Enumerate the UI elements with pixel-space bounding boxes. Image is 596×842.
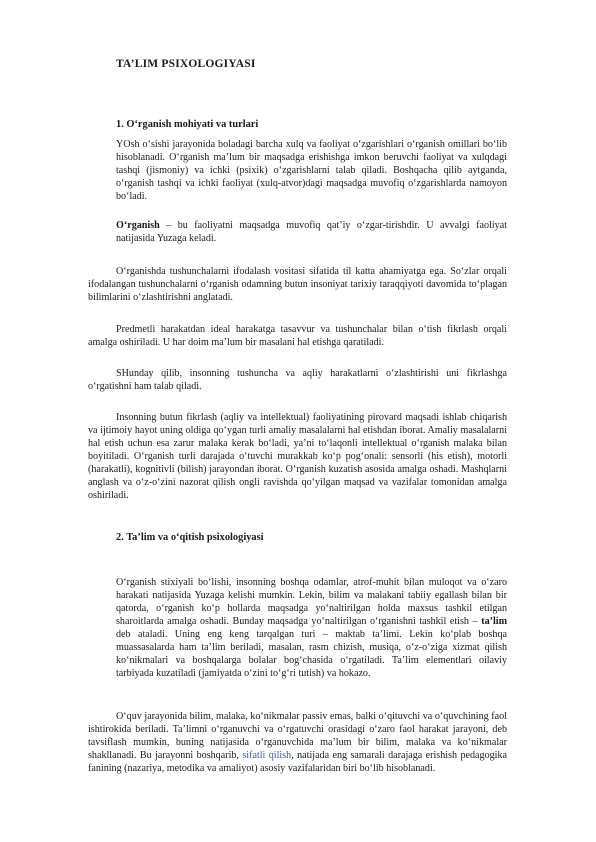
s1-paragraph-2 (116, 219, 507, 245)
s2-paragraph-2-text-b: , natijada eng samarali darajaga erishish pedagogika fanining (nazariya, metodika va amaliyot) asosiy vazifalaridan biri bo‘lib hisoblanadi. (88, 750, 507, 774)
s1-paragraph-6: Insonning butun fikrlash (aqliy va intellektual) faoliyatining pirovard maqsadi ishlab chiqarish va ijtimoiy hayot uning oldiga qo‘ygan turli amaliy masalalarni hal etishdan iborat. Amaliy masalalarni hal etish uchun esa zarur malaka kerak bo‘ladi, ya’ni to‘laqonli intellektual o‘rganish malaka bilan boyitiladi. O‘rganish turli darajada o‘tuvchi murakkab ko‘p pog‘onali: sensorli (his etish), motorli (harakatli), kognitivli (bilish) jarayondan iborat. O‘rganish kuzatish asosida amalga oshadi. Mashqlarni anglash va o‘z-o‘zini nazorat qilish ongli ravishda qo‘yilgan maqsad va vazifalar tomonidan amalga oshiriladi. (88, 412, 507, 501)
s2-paragraph-1 (116, 576, 507, 680)
section-2-heading: 2. Ta’lim va o‘qitish psixologiyasi (116, 532, 264, 543)
section-1-heading: 1. O‘rganish mohiyati va turlari (116, 119, 259, 130)
term-talim: ta’lim (481, 616, 507, 627)
s1-paragraph-2-text: – bu faoliyatni maqsadga muvofiq qat’iy o‘zgar-tirishdir. U avvalgi faoliyat natijasida Yuzaga keladi. (116, 220, 507, 244)
term-organish: O‘rganish (116, 220, 160, 231)
s2-paragraph-1-text-a: O‘rganish stixiyali bo‘lishi, insonning boshqa odamlar, atrof-muhit bilan muloqot va o‘zaro harakati natijasida Yuzaga kelishi mumkin. Lekin, bilim va malakani tabiiy egallash bilan bir qatorda, o‘rganish ko‘p hollarda maqsadga yo‘naltirilgan holda maxsus tashkil etilgan sharoitlarda amalga oshadi. Bunday maqsadga yo‘naltirilgan o‘rganishni tashkil etish – (116, 577, 507, 627)
s1-paragraph-1 (116, 138, 507, 203)
s2-paragraph-2-text-a: O‘quv jarayonida bilim, malaka, ko‘nikmalar passiv emas, balki o‘qituvchi va o‘quvchining faol ishtirokida beriladi. Ta’limni o‘rganuvchi va o‘rgatuvchi orasidagi o‘zaro faol harakat jarayoni, deb tavsiflash mumkin, buning natijasida o‘rganuvchida ma’lum bir bilim, malaka va ko‘nikmalar shakllanadi. Bu jarayonni boshqarib, (88, 711, 507, 761)
s1-paragraph-3: O‘rganishda tushunchalarni ifodalash vositasi sifatida til katta ahamiyatga ega. So‘zlar orqali ifodalangan tushunchalarni o‘rganish odamning butun insoniyat tarixiy taraqqiyoti davomida to‘plagan bilimlarini o‘zlashtirishni anglatadi. (88, 266, 507, 303)
s2-paragraph-1-text-b: deb ataladi. Uning eng keng tarqalgan turi – maktab ta’limi. Lekin ko‘plab boshqa muassasalarda ham ta’lim beriladi, masalan, rasm chizish, musiqa, o‘z-o‘ziga xizmat qilish ko‘nikmalari va boshqalarga bolalar bog‘chasida o‘rgatiladi. Ta’lim elementlari oilaviy tarbiyada kuzatiladi (jamiyatda o‘zini to‘g‘ri tutish) va hokazo. (116, 629, 507, 679)
sifatli-qilish-link[interactable]: sifatli qilish (242, 750, 292, 761)
document-title: TA’LIM PSIXOLOGIYASI (116, 58, 256, 70)
s1-paragraph-5: SHunday qilib, insonning tushuncha va aqliy harakatlarni o‘zlashtirishi uni fikrlashga o‘rgatishni ham talab qiladi. (88, 368, 507, 392)
s1-paragraph-4: Predmetli harakatdan ideal harakatga tasavvur va tushunchalar bilan o‘tish fikrlash orqali amalga oshiriladi. U har doim ma’lum bir masalani hal etishga qaratiladi. (88, 324, 507, 348)
s2-paragraph-2 (88, 710, 507, 775)
s1-paragraph-1-text: YOsh o‘sishi jarayonida boladagi barcha xulq va faoliyat o‘zgarishlari o‘rganish omillari bo‘lib hisoblanadi. O‘rganish ma’lum bir maqsadga erishishga imkon beruvchi faoliyat va xulqdagi tashqi (jismoniy) va ichki (psixik) o‘zgarishlarni talab qiladi. Boshqacha qilib aytganda, o‘rganish tashqi va ichki faoliyat (xulq-atvor)dagi maqsadga muvofiq o‘zgarishlarda namoyon bo‘ladi. (116, 139, 507, 202)
